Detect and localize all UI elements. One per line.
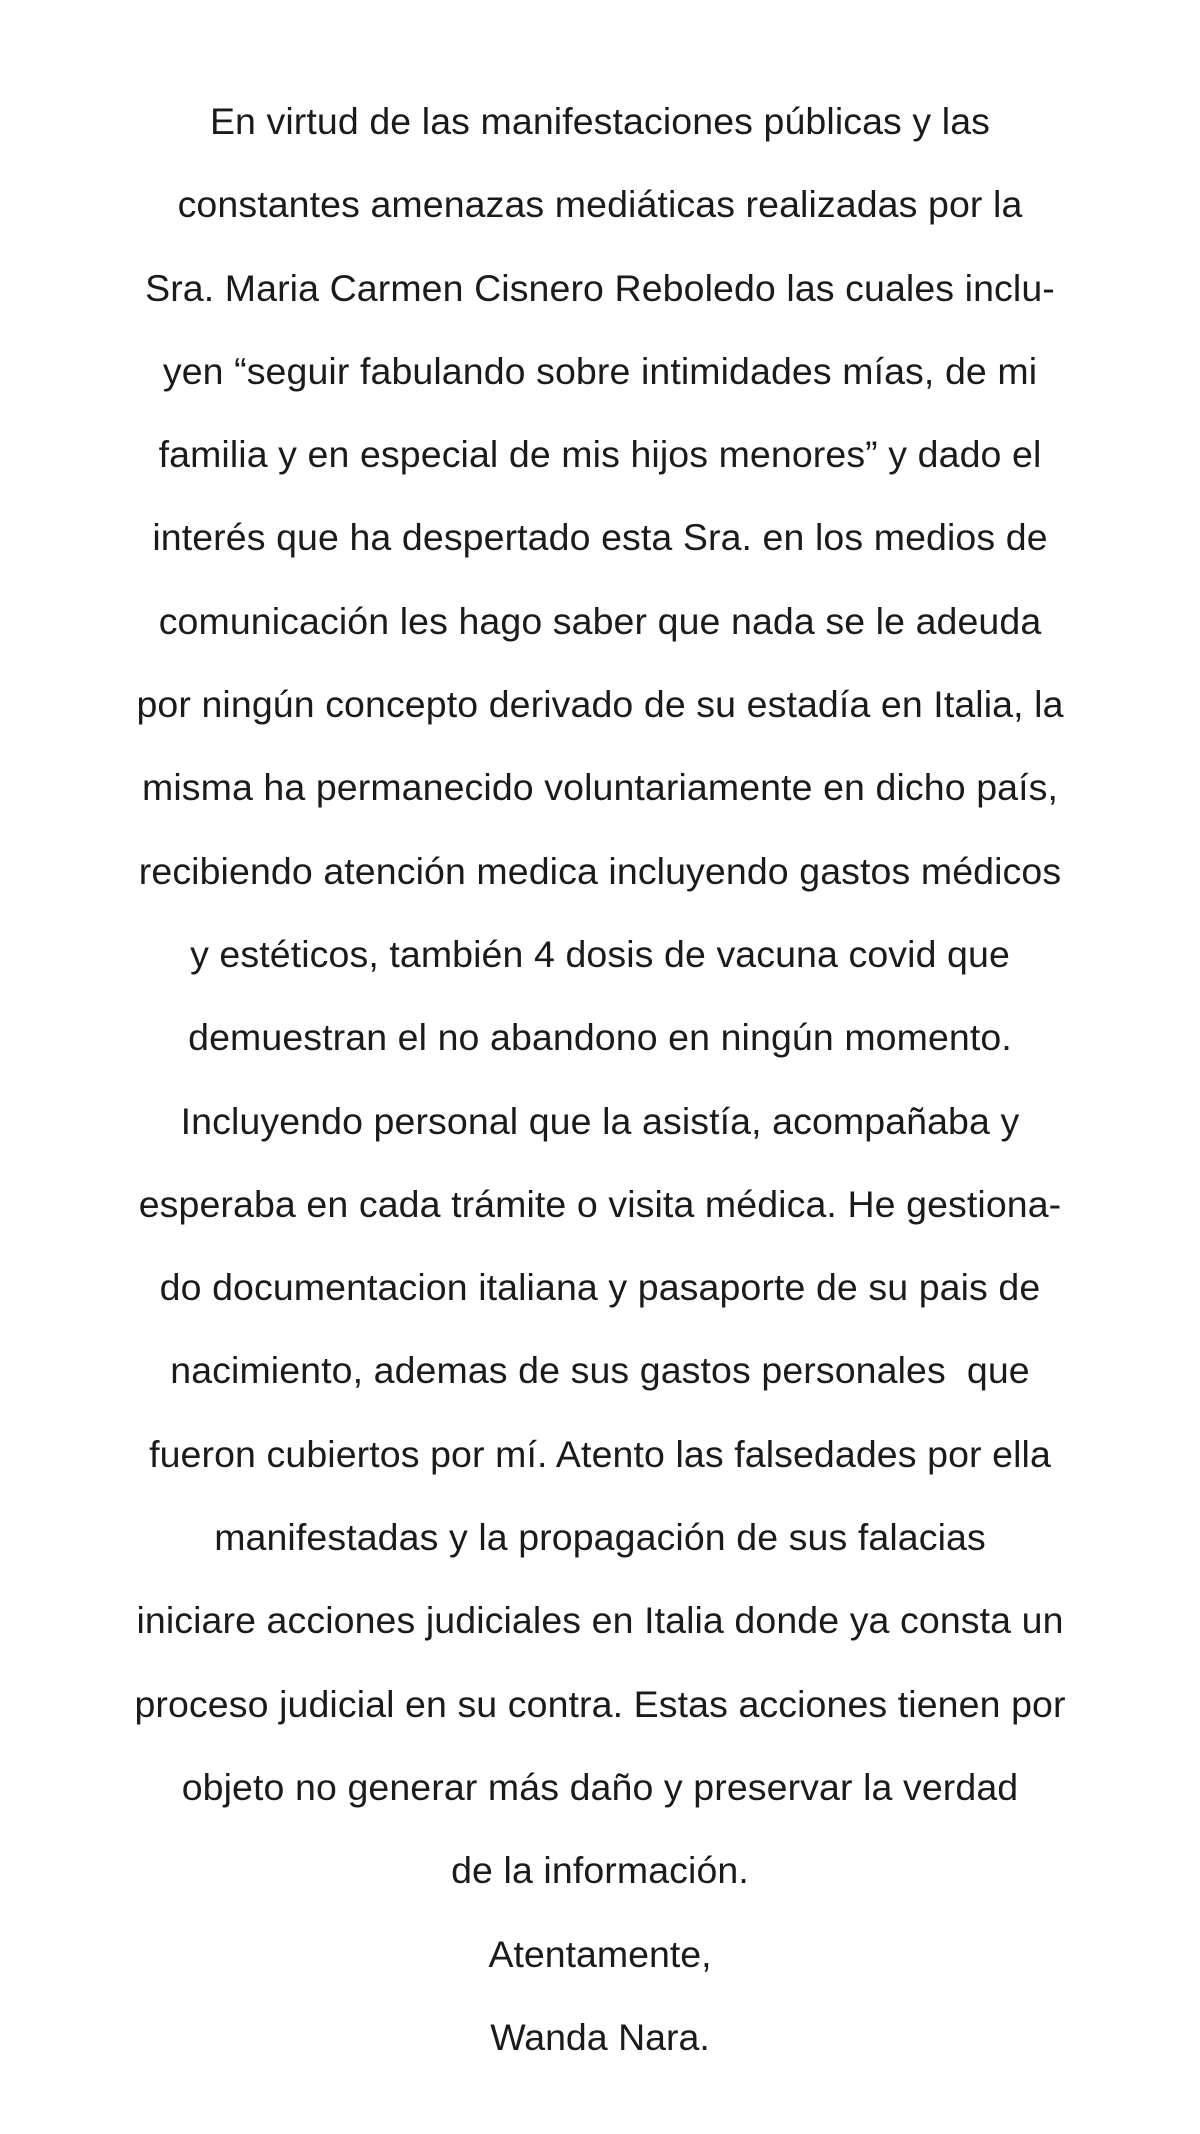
salutation: Atentamente, [488, 1933, 712, 1975]
statement-line: misma ha permanecido voluntariamente en dicho país, [141, 766, 1058, 809]
statement-line: yen “seguir fabulando sobre intimidades mías, de mi [162, 349, 1038, 392]
statement-line: objeto no generar más daño y preservar la verdad [181, 1765, 1019, 1808]
statement-line: Incluyendo personal que la asistía, acompañaba y [180, 1099, 1020, 1142]
statement-line: de la información. [451, 1849, 749, 1892]
statement-line: familia y en especial de mis hijos menores” y dado el [158, 433, 1042, 476]
statement-body [60, 92, 1140, 1925]
statement-line: esperaba en cada trámite o visita médica. He gestiona- [138, 1182, 1062, 1225]
statement-line: y estéticos, también 4 dosis de vacuna covid que [190, 932, 1010, 975]
statement-line: En virtud de las manifestaciones públicas y las [209, 100, 991, 142]
statement-line: Sra. Maria Carmen Cisnero Reboledo las cuales inclu- [145, 266, 1055, 309]
statement-line: por ningún concepto derivado de su estadía en Italia, la [136, 683, 1064, 726]
statement-line: demuestran el no abandono en ningún momento. [188, 1016, 1012, 1059]
statement-line: interés que ha despertado esta Sra. en los medios de [152, 516, 1048, 559]
statement-line: do documentacion italiana y pasaporte de su pais de [159, 1266, 1041, 1309]
statement-line: proceso judicial en su contra. Estas acciones tienen por [134, 1682, 1066, 1725]
signature: Wanda Nara. [490, 2016, 710, 2059]
statement-line: nacimiento, ademas de sus gastos personales que [170, 1349, 1030, 1392]
statement-line: recibiendo atención medica incluyendo gastos médicos [138, 849, 1062, 892]
statement-line: constantes amenazas mediáticas realizadas por la [177, 183, 1023, 226]
statement-line: manifestadas y la propagación de sus falacias [214, 1516, 986, 1559]
statement-line: iniciare acciones judiciales en Italia donde ya consta un [136, 1599, 1064, 1642]
closing-block [60, 1925, 1140, 2092]
statement-line: fueron cubiertos por mí. Atento las falsedades por ella [149, 1432, 1051, 1475]
statement-line: comunicación les hago saber que nada se le adeuda [158, 599, 1042, 642]
